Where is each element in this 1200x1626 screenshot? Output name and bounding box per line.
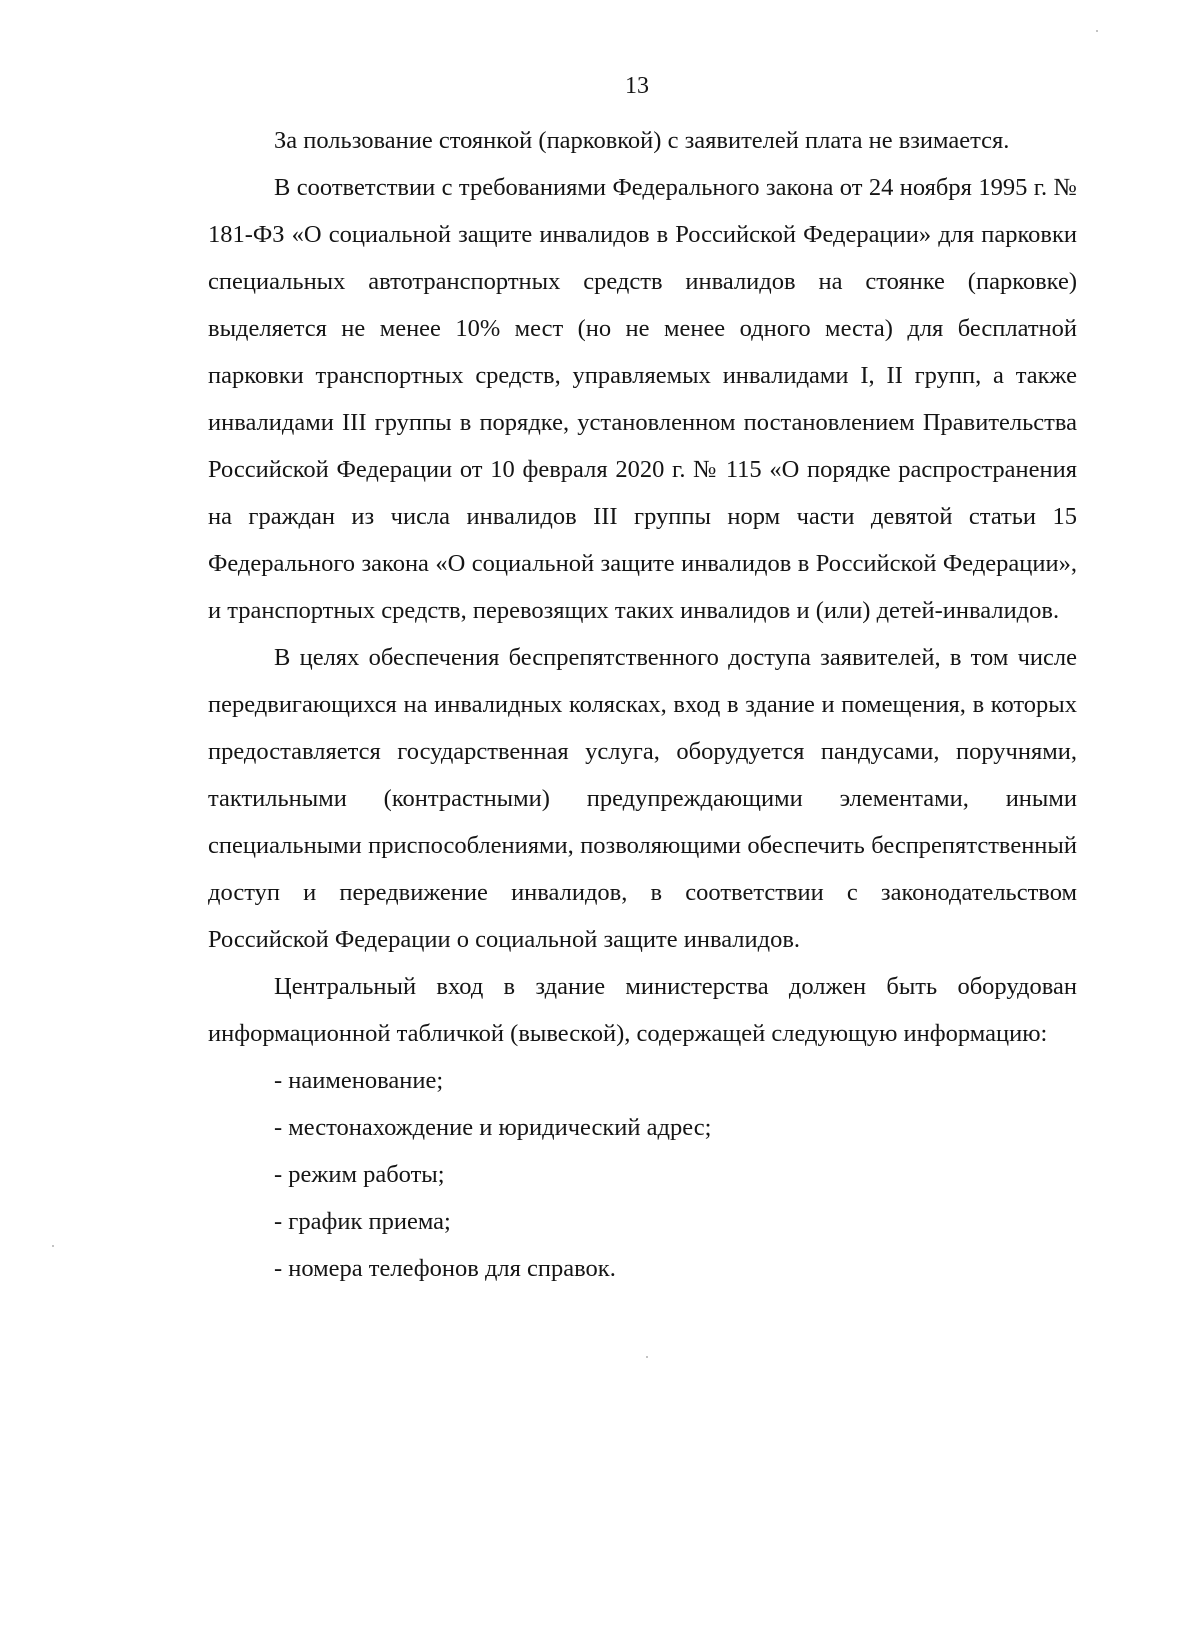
list-item: - режим работы; (274, 1161, 445, 1188)
list-item: - местонахождение и юридический адрес; (274, 1114, 712, 1141)
page-number: 13 (625, 73, 649, 99)
paragraph-accessibility: В целях обеспечения беспрепятственного доступа заявителей, в том числе передвигающихся на инвалидных колясках, вход в здание и помещения, в которых предоставляется государственная услуга, оборудуется пандусами, поручнями, тактильными (контрастными) предупреждающими элементами, иными специальными приспособлениями, позволяющими обеспечить беспрепятственный доступ и передвижение инвалидов, в соответствии с законодательством Российской Федерации о социальной защите инвалидов. (208, 644, 1077, 953)
document-body (208, 117, 1077, 1292)
paragraph-entrance-sign: Центральный вход в здание министерства должен быть оборудован информационной табличкой (вывеской), содержащей следующую информацию: (208, 973, 1077, 1047)
paragraph-parking-fee: За пользование стоянкой (парковкой) с заявителей плата не взимается. (274, 127, 1010, 154)
scan-speck (52, 1245, 54, 1247)
list-item: - график приема; (274, 1208, 451, 1235)
paragraph-disabled-parking: В соответствии с требованиями Федерального закона от 24 ноября 1995 г. № 181-ФЗ «О социальной защите инвалидов в Российской Федерации» для парковки специальных автотранспортных средств инвалидов на стоянке (парковке) выделяется не менее 10% мест (но не менее одного места) для бесплатной парковки транспортных средств, управляемых инвалидами I, II групп, а также инвалидами III группы в порядке, установленном постановлением Правительства Российской Федерации от 10 февраля 2020 г. № 115 «О порядке распространения на граждан из числа инвалидов III группы норм части девятой статьи 15 Федерального закона «О социальной защите инвалидов в Российской Федерации», и транспортных средств, перевозящих таких инвалидов и (или) детей-инвалидов. (208, 174, 1077, 624)
list-item: - номера телефонов для справок. (274, 1255, 616, 1282)
scan-speck (646, 1356, 648, 1358)
scan-speck (1096, 30, 1098, 32)
list-item: - наименование; (274, 1067, 444, 1094)
